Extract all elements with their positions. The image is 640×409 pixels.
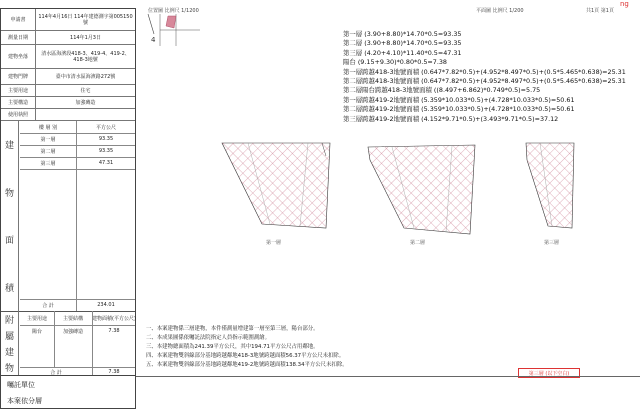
floor-area: 47.31 — [98, 160, 114, 166]
floor-name: 第三層 — [40, 160, 56, 167]
annex-total-value: 7.38 — [108, 369, 120, 375]
row-key: 主要構造 — [1, 97, 36, 108]
annex-area-header: 建物面積(平方公尺) — [92, 315, 136, 322]
annex-label: 附 屬 建 物 — [1, 311, 19, 375]
floor-name: 第二層 — [40, 148, 56, 155]
formula-line: 第二層跨越419-2地號面積 (5.359*10.033*0.5)+(4.728*10.033*0.5)=50.61 — [343, 105, 575, 114]
floor-area: 93.35 — [98, 136, 114, 142]
plan-crosshatch — [368, 145, 475, 234]
note-line: 四、本案建物雙斜線部分基地跨越鄰地418-3地號跨越面積56.37平方公尺未扣除。 — [146, 353, 345, 359]
row-key: 測量日期 — [1, 31, 36, 44]
annex-use: 陽台 — [31, 328, 42, 335]
row-key: 主要用途 — [1, 85, 36, 96]
building-area-label: 建 物 面 積 — [1, 121, 19, 311]
plan-first-floor — [222, 143, 330, 228]
note-line: 二、本成果圖係依囑託法院指定人員指示範圍測繪。 — [146, 335, 270, 341]
plan-scale-label: 平面圖 比例尺 1/200 — [476, 8, 524, 14]
floor-name: 第一層 — [40, 136, 56, 143]
plan-caption-second: 第二層 — [410, 240, 426, 246]
formula-line: 第二層陽台跨越418-3地號面積 ((8.497+6.862)*0.749*0.5)=5.75 — [343, 86, 541, 95]
row-value: 住宅 — [80, 87, 91, 94]
row-value: 臺中市清水區海濱路272號 — [55, 73, 116, 80]
page-indicator: 共1頁 第1頁 — [586, 8, 614, 14]
row-key: 申請書 — [1, 9, 36, 30]
footer-divider — [136, 376, 640, 377]
formula-line: 陽台 (9.15+9.30)*0.80*0.5=7.38 — [343, 58, 447, 67]
entrusting-unit-label: 囑託單位 — [7, 381, 35, 389]
red-stamp: 第三層 (以下空白) — [518, 368, 580, 378]
formula-line: 第一層 (3.90+8.80)*14.70*0.5=93.35 — [343, 30, 462, 38]
location-scale-label: 位置圖 比例尺 1/1200 — [148, 8, 199, 14]
plan-caption-third: 第三層 — [544, 240, 560, 246]
formula-line: 第一層跨越418-3地號面積 (0.647*7.82*0.5)+(4.952*8.497*0.5)+(0.5*5.465*0.638)=25.31 — [343, 67, 626, 76]
plan-third-floor — [526, 143, 574, 228]
north-arrow-icon: 4 — [151, 36, 156, 44]
annex-use-header: 主要用途 — [26, 315, 47, 322]
annex-total-label: 合 計 — [50, 369, 62, 376]
annex-structure: 加強磚造 — [62, 328, 83, 335]
formula-line: 第二層跨越418-3地號面積 (0.647*7.82*0.5)+(4.952*8.497*0.5)+(0.5*5.465*0.638)=25.31 — [343, 77, 626, 86]
total-label: 合 計 — [42, 302, 54, 309]
row-value: 114年1月3日 — [70, 34, 101, 41]
row-key: 建物坐落 — [1, 45, 36, 68]
note-line: 五、本案建物雙斜線部分基地跨越鄰地419-2地號跨越面積138.34平方公尺未扣除。 — [146, 362, 348, 368]
plan-crosshatch — [526, 143, 574, 228]
formula-line: 第三層跨越419-2地號面積 (4.152*9.71*0.5)+(3.493*9.71*0.5)=37.12 — [343, 114, 559, 123]
plan-second-floor — [368, 145, 475, 234]
floor-header: 樓 層 別 — [38, 124, 58, 131]
row-key: 建物門牌 — [1, 69, 36, 84]
row-value: 加強磚造 — [75, 99, 96, 106]
footer-note-label: 本案依分層 — [7, 397, 42, 405]
area-header: 平方公尺 — [95, 124, 116, 131]
plan-caption-first: 第一層 — [266, 240, 282, 246]
row-value: 清水區海濱段418-3、419-4、419-2、418-3地號 — [41, 50, 130, 63]
note-line: 三、本建物總面積為241.39平方公尺，其中194.71平方公尺占用鄰地。 — [146, 344, 319, 350]
note-line: 一、本案建物係三層建物，本件僅測量增建第一層至第三層，陽台部分。 — [146, 326, 319, 332]
total-value: 234.01 — [97, 302, 115, 308]
formula-line: 第三層 (4.20+4.10)*11.40*0.5=47.31 — [343, 48, 462, 57]
floor-area: 93.35 — [98, 148, 114, 154]
corner-mark: ng — [620, 0, 629, 8]
formula-line: 第一層跨越419-2地號面積 (5.359*10.033*0.5)+(4.728*10.033*0.5)=50.61 — [343, 95, 575, 104]
annex-structure-header: 主要結構 — [62, 315, 83, 322]
survey-notes — [146, 325, 348, 370]
row-value: 114年4月16日 114年建德測字第005150號 — [38, 13, 133, 26]
row-key: 使用執照 — [1, 109, 36, 120]
plan-crosshatch — [222, 143, 330, 228]
formula-line: 第二層 (3.90+8.80)*14.70*0.5=93.35 — [343, 39, 462, 48]
annex-area: 7.38 — [108, 328, 120, 334]
